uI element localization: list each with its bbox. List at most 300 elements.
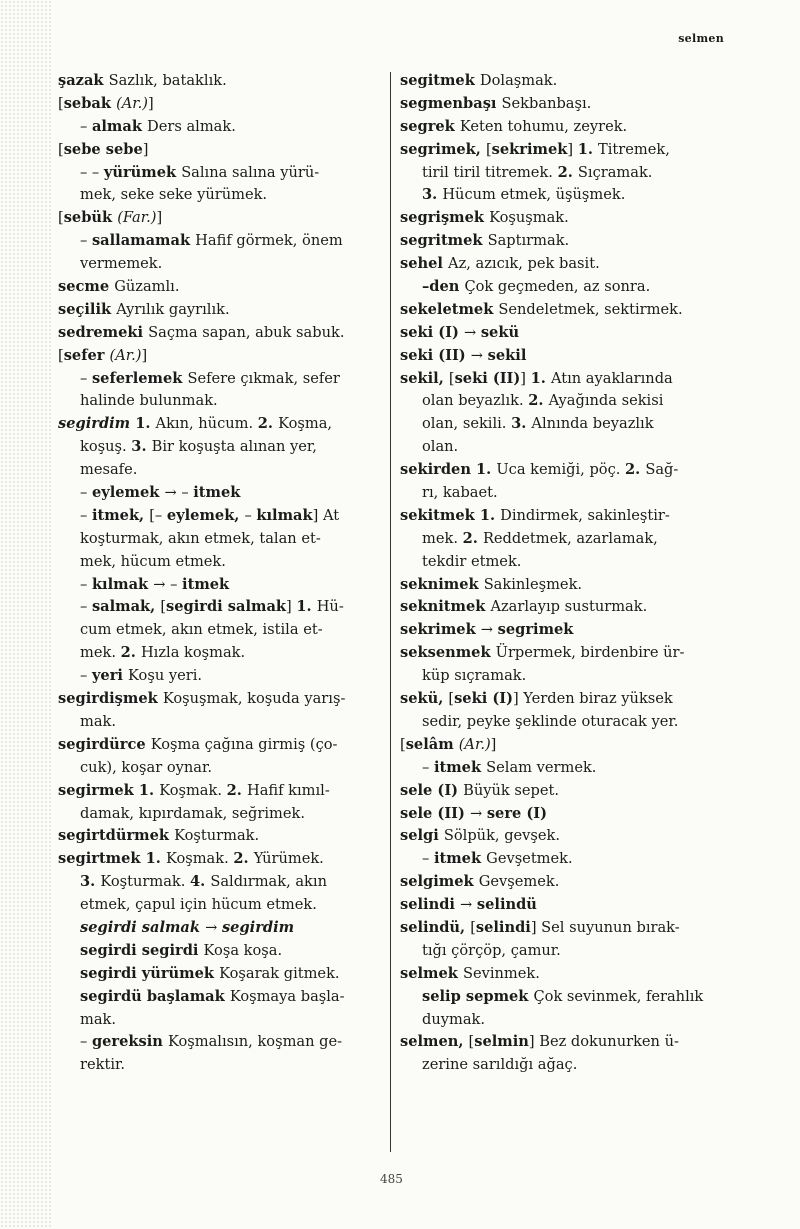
definition-text: mek, hücum etmek. — [80, 552, 226, 570]
headword: seki (I) — [400, 323, 464, 341]
right-column — [400, 70, 730, 1077]
definition-text: Güzamlı. — [114, 278, 180, 296]
column-divider — [390, 72, 391, 1152]
dictionary-line — [400, 574, 730, 597]
headword: 3. — [422, 186, 443, 204]
definition-text: – — [80, 117, 92, 135]
definition-text: Sendeletmek, sektirmek. — [498, 300, 683, 318]
definition-text: mesafe. — [80, 461, 138, 479]
headword: sebük — [63, 209, 118, 227]
definition-text: Saptırmak. — [487, 232, 570, 250]
definition-text: küp sıçramak. — [422, 667, 527, 685]
headword: selindi — [400, 896, 461, 914]
headword: secme — [58, 278, 115, 296]
definition-text: – — [80, 575, 92, 593]
dictionary-line — [58, 139, 388, 162]
headword: 2. — [233, 850, 254, 868]
dictionary-line — [58, 299, 388, 322]
definition-text: Gevşemek. — [478, 873, 560, 891]
running-head: selmen — [678, 32, 724, 45]
definition-text: sedir, peyke şeklinde oturacak yer. — [422, 712, 679, 730]
headword: segritmek — [400, 232, 488, 250]
definition-text: mak. — [80, 1010, 117, 1028]
definition-text: Saldırmak, akın — [210, 873, 327, 891]
dictionary-line — [58, 390, 388, 413]
definition-text: tığı çörçöp, çamur. — [422, 941, 561, 959]
headword: 1. — [296, 598, 317, 616]
dictionary-line — [400, 207, 730, 230]
headword: 2. — [557, 163, 578, 181]
dictionary-line — [58, 162, 388, 185]
headword: segirdi yürümek — [80, 964, 220, 982]
definition-text: ] — [141, 346, 148, 364]
headword: segmenbaşı — [400, 94, 502, 112]
definition-text: → – — [153, 575, 183, 593]
dictionary-line — [58, 551, 388, 574]
dictionary-line — [58, 986, 388, 1009]
definition-text: koşuş. — [80, 438, 132, 456]
headword: 1. — [577, 140, 599, 158]
definition-text: Koşturmak. — [100, 873, 191, 891]
headword: segirdim — [58, 415, 136, 433]
definition-text: – — [422, 850, 434, 868]
definition-text: [ — [400, 735, 406, 753]
dictionary-line — [400, 345, 730, 368]
dictionary-line — [58, 734, 388, 757]
headword: 4. — [190, 873, 211, 891]
dictionary-line — [400, 1054, 730, 1077]
headword: 1. — [530, 369, 551, 387]
definition-text: Koşma çağına girmiş (ço- — [150, 735, 338, 753]
definition-text: ] At — [312, 506, 340, 524]
definition-text: vermemek. — [80, 255, 163, 273]
headword: seferlemek — [91, 369, 188, 387]
definition-text: Dindirmek, sakinleştir- — [500, 506, 670, 524]
dictionary-line — [400, 184, 730, 207]
headword: 2. — [226, 781, 247, 799]
dictionary-line — [400, 963, 730, 986]
headword: 3. — [80, 873, 101, 891]
definition-text: ] — [142, 140, 149, 158]
dictionary-line — [400, 596, 730, 619]
headword: sekrimek — [491, 140, 568, 158]
dictionary-line — [58, 574, 388, 597]
definition-text: cuk), koşar oynar. — [80, 758, 212, 776]
page-number: 485 — [380, 1172, 403, 1186]
headword: sebak — [63, 94, 117, 112]
dictionary-line — [58, 184, 388, 207]
definition-text: → — [480, 621, 498, 639]
headword: seçilik — [58, 300, 117, 318]
definition-text: rektir. — [80, 1056, 125, 1074]
headword: itmek — [433, 758, 487, 776]
dictionary-line — [58, 711, 388, 734]
page-gutter-shadow — [0, 0, 52, 1229]
definition-text: Koşuşmak. — [489, 209, 569, 227]
dictionary-line — [400, 757, 730, 780]
headword: seknitmek — [400, 598, 491, 616]
definition-text: Koşu yeri. — [128, 667, 203, 685]
dictionary-line — [400, 70, 730, 93]
definition-text: [ — [58, 94, 64, 112]
headword: sele (I) — [400, 781, 464, 799]
definition-text: mak. — [80, 712, 117, 730]
definition-text: Ürpermek, birdenbire ür- — [495, 644, 685, 662]
headword: sallamamak — [91, 232, 196, 250]
definition-text: ] — [520, 369, 531, 387]
dictionary-line — [400, 1031, 730, 1054]
headword: 2. — [625, 461, 646, 479]
definition-text: Selam vermek. — [486, 758, 597, 776]
definition-text: ] — [490, 735, 497, 753]
definition-text: Koşmak. — [159, 781, 227, 799]
definition-text: ] — [148, 94, 154, 112]
definition-text: Koşturmak. — [174, 827, 260, 845]
headword: selindü — [476, 896, 537, 914]
dictionary-line — [400, 711, 730, 734]
headword: 2. — [528, 392, 549, 410]
headword: salmak, — [91, 598, 161, 616]
headword: segirdü başlamak — [80, 987, 230, 1005]
dictionary-line — [400, 276, 730, 299]
definition-text: Koşuşmak, koşuda yarış- — [162, 690, 346, 708]
dictionary-line — [58, 413, 388, 436]
headword: seknimek — [400, 575, 484, 593]
headword: 1. — [476, 461, 497, 479]
definition-text: – — [80, 598, 92, 616]
dictionary-line — [58, 322, 388, 345]
definition-text: Sazlık, bataklık. — [108, 72, 227, 89]
definition-text: halinde bulunmak. — [80, 392, 218, 410]
definition-text: → — [205, 918, 222, 936]
headword: selindi — [475, 918, 531, 936]
definition-text: Bir koşuşta alınan yer, — [151, 438, 317, 456]
definition-text: Keten tohumu, zeyrek. — [459, 117, 628, 135]
dictionary-line — [400, 413, 730, 436]
dictionary-line — [58, 665, 388, 688]
definition-text: – — [244, 506, 257, 524]
dictionary-line — [58, 70, 388, 93]
dictionary-line — [400, 253, 730, 276]
headword: 2. — [257, 415, 279, 433]
definition-text: damak, kıpırdamak, seğrimek. — [80, 804, 305, 822]
definition-text: [ — [470, 918, 476, 936]
headword: segirmek — [58, 781, 139, 799]
definition-text: Saçma sapan, abuk sabuk. — [148, 323, 345, 341]
etymology-note: (Ar.) — [116, 94, 148, 112]
headword: –den — [422, 278, 465, 296]
definition-text: → — [463, 323, 481, 341]
headword: şazak — [58, 72, 109, 89]
headword: sekirden — [400, 461, 477, 479]
definition-text: Azarlayıp susturmak. — [490, 598, 648, 616]
headword: segirdişmek — [58, 690, 163, 708]
definition-text: Çok sevinmek, ferahlık — [533, 987, 704, 1005]
definition-text: ] — [567, 140, 578, 158]
dictionary-line — [58, 688, 388, 711]
definition-text: Reddetmek, azarlamak, — [482, 529, 658, 547]
definition-text: cum etmek, akın etmek, istila et- — [80, 621, 323, 639]
headword: itmek — [433, 850, 487, 868]
definition-text: ] — [286, 598, 297, 616]
definition-text: → — [469, 804, 487, 822]
dictionary-line — [58, 253, 388, 276]
dictionary-line — [58, 848, 388, 871]
headword: itmek — [182, 575, 230, 593]
headword: sekrimek — [400, 621, 481, 639]
dictionary-line — [400, 986, 730, 1009]
definition-text: Atın ayaklarında — [550, 369, 673, 387]
dictionary-line — [400, 734, 730, 757]
headword: sere (I) — [486, 804, 548, 822]
headword: segrimek — [497, 621, 574, 639]
dictionary-line — [58, 505, 388, 528]
headword: selmin — [474, 1033, 529, 1051]
dictionary-line — [400, 528, 730, 551]
definition-text: – — [80, 506, 92, 524]
dictionary-line — [58, 207, 388, 230]
headword: selindü, — [400, 918, 471, 936]
headword: yeri — [91, 667, 129, 685]
definition-text: mek. — [80, 644, 121, 662]
dictionary-line — [58, 940, 388, 963]
headword: segrimek, — [400, 140, 486, 158]
headword: 3. — [131, 438, 152, 456]
headword: seki (II) — [400, 346, 471, 364]
dictionary-line — [400, 139, 730, 162]
headword: seki (I) — [454, 690, 513, 708]
definition-text: Çok geçmeden, az sonra. — [464, 278, 651, 296]
definition-text: Hızla koşmak. — [140, 644, 246, 662]
headword: segirdi salmak — [80, 918, 206, 936]
headword: sebe sebe — [63, 140, 143, 158]
definition-text: Az, azıcık, pek basit. — [448, 255, 600, 273]
definition-text: Koşmak. — [165, 850, 234, 868]
definition-text: Sefere çıkmak, sefer — [187, 369, 340, 387]
headword: 1. — [138, 781, 160, 799]
definition-text: Yürümek. — [253, 850, 324, 868]
dictionary-line — [58, 1054, 388, 1077]
definition-text: [ — [58, 346, 64, 364]
headword: sekeletmek — [400, 300, 499, 318]
etymology-note: (Far.) — [117, 209, 157, 227]
definition-text: [ — [468, 1033, 475, 1051]
headword: itmek — [193, 484, 241, 502]
dictionary-line — [400, 230, 730, 253]
dictionary-line — [400, 940, 730, 963]
headword: sedremeki — [58, 323, 149, 341]
dictionary-line — [400, 848, 730, 871]
definition-text: olan. — [422, 438, 459, 456]
definition-text: Büyük sepet. — [463, 781, 559, 799]
headword: segirtdürmek — [58, 827, 175, 845]
definition-text: Sevinmek. — [462, 964, 540, 982]
definition-text: [ — [58, 209, 64, 227]
dictionary-line — [400, 505, 730, 528]
headword: selmek — [400, 964, 463, 982]
definition-text: [ — [448, 369, 455, 387]
definition-text: Alnında beyazlık — [531, 415, 654, 433]
definition-text: Sölpük, gevşek. — [443, 827, 561, 845]
headword: segitmek — [400, 72, 480, 89]
definition-text: ] Sel suyunun bırak- — [530, 918, 680, 936]
definition-text: Koşa koşa. — [203, 941, 283, 959]
dictionary-line — [58, 1031, 388, 1054]
definition-text: → — [460, 896, 477, 914]
definition-text: tekdir etmek. — [422, 552, 522, 570]
headword: seksenmek — [400, 644, 496, 662]
definition-text: [ — [448, 690, 455, 708]
definition-text: etmek, çapul için hücum etmek. — [80, 896, 317, 914]
headword: selgimek — [400, 873, 479, 891]
dictionary-line — [58, 368, 388, 391]
dictionary-line — [400, 390, 730, 413]
definition-text: ] — [156, 209, 163, 227]
definition-text: rı, kabaet. — [422, 484, 498, 502]
headword: 3. — [511, 415, 532, 433]
headword: sehel — [400, 255, 449, 273]
dictionary-line — [400, 551, 730, 574]
headword: segirdürce — [58, 735, 151, 753]
headword: 1. — [145, 850, 166, 868]
dictionary-line — [58, 436, 388, 459]
headword: yürümek — [103, 163, 182, 181]
dictionary-line — [400, 825, 730, 848]
headword: gereksin — [91, 1033, 168, 1051]
headword: segrişmek — [400, 209, 490, 227]
dictionary-line — [58, 276, 388, 299]
dictionary-line — [58, 230, 388, 253]
definition-text: Gevşetmek. — [486, 850, 573, 868]
definition-text: olan beyazlık. — [422, 392, 529, 410]
headword: sekitmek — [400, 506, 480, 524]
headword: kılmak — [91, 575, 154, 593]
dictionary-line — [400, 482, 730, 505]
definition-text: Ders almak. — [147, 117, 236, 135]
dictionary-line — [400, 93, 730, 116]
definition-text: Koşmalısın, koşman ge- — [167, 1033, 343, 1051]
dictionary-line — [58, 871, 388, 894]
definition-text: duymak. — [422, 1010, 486, 1028]
definition-text: Koşmaya başla- — [229, 987, 345, 1005]
dictionary-line — [400, 368, 730, 391]
dictionary-line — [400, 665, 730, 688]
definition-text: koşturmak, akın etmek, talan et- — [80, 529, 321, 547]
definition-text: [ — [485, 140, 492, 158]
headword: segirdi segirdi — [80, 941, 204, 959]
definition-text: [ — [58, 140, 64, 158]
dictionary-line — [400, 688, 730, 711]
definition-text: [ — [160, 598, 167, 616]
dictionary-line — [400, 894, 730, 917]
definition-text: – — [80, 232, 92, 250]
headword: 2. — [120, 644, 141, 662]
headword: sekü — [480, 323, 520, 341]
dictionary-line — [400, 116, 730, 139]
dictionary-line — [58, 803, 388, 826]
definition-text: Hafif görmek, önem — [195, 232, 343, 250]
definition-text: Titremek, — [598, 140, 670, 158]
definition-text: Hafif kımıl- — [246, 781, 330, 799]
dictionary-line — [58, 482, 388, 505]
dictionary-line — [58, 917, 388, 940]
dictionary-line — [400, 871, 730, 894]
dictionary-line — [400, 803, 730, 826]
headword: eylemek — [91, 484, 165, 502]
definition-text: Akın, hücum. — [155, 415, 258, 433]
definition-text: zerine sarıldığı ağaç. — [422, 1056, 578, 1074]
headword: 1. — [479, 506, 501, 524]
dictionary-line — [400, 162, 730, 185]
definition-text: Sıçramak. — [577, 163, 653, 181]
definition-text: ] Yerden biraz yüksek — [512, 690, 673, 708]
definition-text: Ayrılık gayrılık. — [116, 300, 230, 318]
definition-text: Sakinleşmek. — [483, 575, 583, 593]
dictionary-line — [58, 963, 388, 986]
dictionary-line — [400, 917, 730, 940]
headword: sekil, — [400, 369, 449, 387]
headword: itmek, — [91, 506, 150, 524]
left-column — [58, 70, 388, 1077]
dictionary-line — [400, 299, 730, 322]
definition-text: – — [80, 484, 92, 502]
dictionary-line — [58, 825, 388, 848]
definition-text: – — [80, 369, 92, 387]
definition-text: → — [470, 346, 488, 364]
definition-text: olan, sekili. — [422, 415, 512, 433]
dictionary-line — [58, 619, 388, 642]
definition-text: – — [80, 667, 92, 685]
dictionary-line — [400, 436, 730, 459]
headword: almak — [91, 117, 148, 135]
headword: segirtmek — [58, 850, 146, 868]
dictionary-line — [400, 1009, 730, 1032]
definition-text: Salına salına yürü- — [181, 163, 320, 181]
dictionary-line — [58, 894, 388, 917]
definition-text: ] Bez dokunurken ü- — [528, 1033, 679, 1051]
headword: sefer — [63, 346, 110, 364]
headword: selmen, — [400, 1033, 469, 1051]
headword: segirdim — [221, 918, 295, 936]
definition-text: Ayağında sekisi — [548, 392, 664, 410]
definition-text: mek. — [422, 529, 463, 547]
dictionary-line — [58, 345, 388, 368]
dictionary-line — [400, 780, 730, 803]
headword: sekil — [487, 346, 527, 364]
definition-text: mek, seke seke yürümek. — [80, 186, 268, 204]
definition-text: Koşma, — [278, 415, 333, 433]
headword: seki (II) — [454, 369, 521, 387]
headword: segrek — [400, 117, 460, 135]
headword: selâm — [405, 735, 459, 753]
definition-text: – — [422, 758, 434, 776]
dictionary-line — [58, 116, 388, 139]
etymology-note: (Ar.) — [458, 735, 491, 753]
definition-text: Dolaşmak. — [479, 72, 558, 89]
definition-text: tiril tiril titremek. — [422, 163, 558, 181]
headword: 1. — [135, 415, 156, 433]
dictionary-line — [58, 528, 388, 551]
etymology-note: (Ar.) — [109, 346, 142, 364]
definition-text: – – — [80, 163, 104, 181]
dictionary-line — [400, 619, 730, 642]
dictionary-line — [58, 1009, 388, 1032]
headword: sekü, — [400, 690, 449, 708]
definition-text: Hü- — [316, 598, 344, 616]
headword: eylemek, — [166, 506, 245, 524]
dictionary-line — [58, 596, 388, 619]
headword: 2. — [462, 529, 483, 547]
